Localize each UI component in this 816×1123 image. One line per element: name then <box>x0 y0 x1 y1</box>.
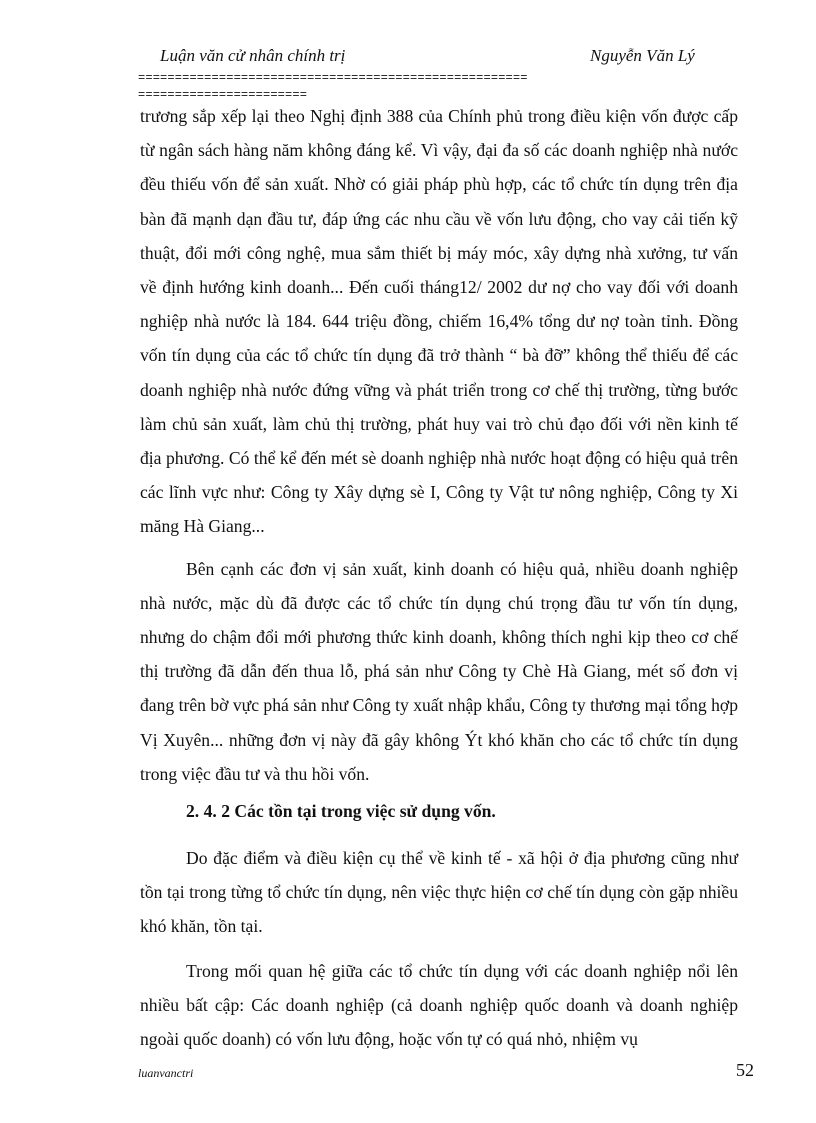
paragraph-4: Trong mối quan hệ giữa các tổ chức tín dụng với các doanh nghiệp nổi lên nhiều bất cập: Các doanh nghiệp (cả doanh nghiệp quốc doanh và doanh nghiệp ngoài quốc doanh) có vốn lưu động, hoặc vốn tự có quá nhỏ, nhiệm vụ <box>140 960 738 1050</box>
page-number: 52 <box>736 1060 754 1080</box>
header-rule-line-2: ======================= <box>138 88 308 102</box>
paragraph-1: trương sắp xếp lại theo Nghị định 388 của Chính phủ trong điều kiện vốn được cấp từ ngân sách hàng năm không đáng kể. Vì vậy, đại đa số các doanh nghiệp nhà nước đều thiếu vốn để sản xuất. Nhờ có giải pháp phù hợp, các tổ chức tín dụng trên địa bàn đã mạnh dạn đầu tư, đáp ứng các nhu cầu về vốn lưu động, cho vay cải tiến kỹ thuật, đổi mới công nghệ, mua sắm thiết bị máy móc, xây dựng nhà xưởng, tư vấn về định hướng kinh doanh... Đến cuối tháng12/ 2002 dư nợ cho vay đối với doanh nghiệp nhà nước là 184. 644 triệu đồng, chiếm 16,4% tổng dư nợ toàn tỉnh. Đồng vốn tín dụng của các tổ chức tín dụng đã trở thành “ bà đỡ” không thể thiếu để các doanh nghiệp nhà nước đứng vững và phát triển trong cơ chế thị trường, từng bước làm chủ sản xuất, làm chủ thị trường, phát huy vai trò chủ đạo đối với nền kinh tế địa phương. Có thể kể đến mét sè doanh nghiệp nhà nước hoạt động có hiệu quả trên các lĩnh vực như: Công ty Xây dựng sè I, Công ty Vật tư nông nghiệp, Công ty Xi măng Hà Giang... <box>140 106 738 537</box>
page-content <box>140 99 738 1056</box>
footer-label: luanvanctri <box>138 1066 194 1080</box>
page-header <box>138 46 738 74</box>
paragraph-3: Do đặc điểm và điều kiện cụ thể về kinh tế - xã hội ở địa phương cũng như tồn tại trong từng tổ chức tín dụng, nên việc thực hiện cơ chế tín dụng còn gặp nhiều khó khăn, tồn tại. <box>140 848 738 937</box>
header-thesis-title: Luận văn cử nhân chính trị <box>160 46 346 65</box>
header-author: Nguyễn Văn Lý <box>590 46 695 65</box>
section-heading: 2. 4. 2 Các tồn tại trong việc sử dụng vốn. <box>186 801 496 822</box>
header-rule-line-1: ===================================================== <box>138 71 528 85</box>
paragraph-2: Bên cạnh các đơn vị sản xuất, kinh doanh có hiệu quả, nhiều doanh nghiệp nhà nước, mặc dù đã được các tổ chức tín dụng chú trọng đầu tư vốn tín dụng, nhưng do chậm đổi mới phương thức kinh doanh, không thích nghi kịp theo cơ chế thị trường đã dẫn đến thua lỗ, phá sản như Công ty Chè Hà Giang, mét số đơn vị đang trên bờ vực phá sản như Công ty xuất nhập khẩu, Công ty thương mại tổng hợp Vị Xuyên... những đơn vị này đã gây không Ýt khó khăn cho các tổ chức tín dụng trong việc đầu tư và thu hồi vốn. <box>140 558 738 784</box>
